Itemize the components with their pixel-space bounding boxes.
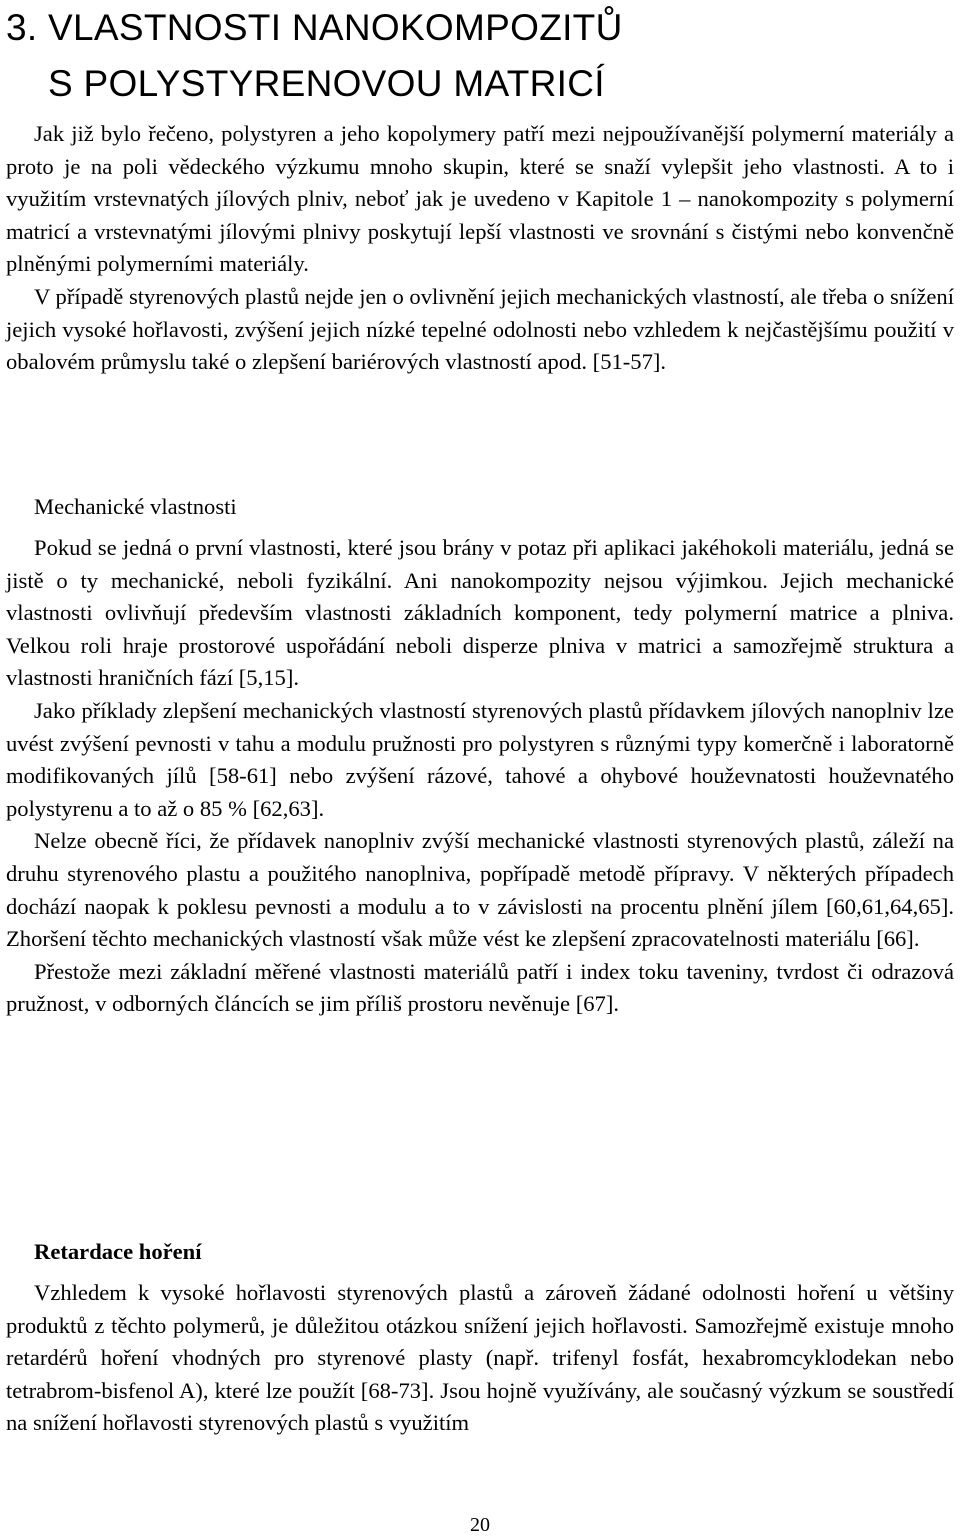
intro-paragraph: V případě styrenových plastů nejde jen o ovlivnění jejich mechanických vlastností, ale třeba o snížení jejich vysoké hořlavosti, zvýšení jejich nízké tepelné odolnosti nebo vzhledem k nejčastějšímu použití v obalovém průmyslu také o zlepšení bariérových vlastností apod. [51-57]. <box>6 283 955 375</box>
mechanical-paragraph: Jako příklady zlepšení mechanických vlastností styrenových plastů přídavkem jílových nanoplniv lze uvést zvýšení pevnosti v tahu a modulu pružnosti pro polystyren s různými typy komerčně i laboratorně modifikovaných jílů [58-61] nebo zvýšení rázové, tahové a ohybové houževnatosti houževnatého polystyrenu a to až o 85 % [62,63]. <box>6 697 954 821</box>
chapter-title-line-1: VLASTNOSTI NANOKOMPOZITŮ <box>48 7 623 48</box>
intro-paragraph: Jak již bylo řečeno, polystyren a jeho kopolymery patří mezi nejpoužívanější polymerní materiály a proto je na poli vědeckého výzkumu mnoho skupin, které se snaží vylepšit jeho vlastnosti. A to i využitím vrstevnatých jílových plniv, neboť jak je uvedeno v Kapitole 1 – nanokompozity s polymerní matricí a vrstevnatými jílovými plnivy poskytují lepší vlastnosti ve srovnání s čistými nebo konvenčně plněnými polymerními materiály. <box>6 121 954 277</box>
mechanical-paragraph: Nelze obecně říci, že přídavek nanoplniv zvýší mechanické vlastnosti styrenových plastů, záleží na druhu styrenového plastu a použitého nanoplniva, popřípadě metodě přípravy. V některých případech dochází naopak k poklesu pevnosti a modulu a to v závislosti na procentu plnění jílem [60,61,64,65]. Zhoršení těchto mechanických vlastností však může vést ke zlepšení zpracovatelnosti materiálu [66]. <box>6 828 954 952</box>
section-heading-flame-retardance: Retardace hoření <box>34 1239 202 1264</box>
section-heading-mechanical: Mechanické vlastnosti <box>34 494 237 519</box>
mechanical-paragraph: Přestože mezi základní měřené vlastnosti materiálů patří i index toku taveniny, tvrdost či odrazová pružnost, v odborných článcích se jim příliš prostoru nevěnuje [67]. <box>6 958 954 1017</box>
chapter-number: 3. <box>6 7 38 48</box>
flame-paragraph: Vzhledem k vysoké hořlavosti styrenových plastů a zároveň žádané odolnosti hoření u většiny produktů z těchto polymerů, je důležitou otázkou snížení jejich hořlavosti. Samozřejmě existuje mnoho retardérů hoření vhodných pro styrenové plasty (např. trifenyl fosfát, hexabromcyklodekan nebo tetrabrom-bisfenol A), které lze použít [68-73]. Jsou hojně využívány, ale současný výzkum se soustředí na snížení hořlavosti styrenových plastů s využitím <box>6 1280 954 1436</box>
page-number: 20 <box>470 1514 490 1536</box>
mechanical-section <box>6 532 954 1021</box>
mechanical-paragraph: Pokud se jedná o první vlastnosti, které jsou brány v potaz při aplikaci jakéhokoli materiálu, jedná se jistě o ty mechanické, neboli fyzikální. Ani nanokompozity nejsou výjimkou. Jejich mechanické vlastnosti ovlivňují především vlastnosti základních komponent, tedy polymerní matrice a plniva. Velkou roli hraje prostorové uspořádání neboli disperze plniva v matrici a samozřejmě struktura a vlastnosti hraničních fází [5,15]. <box>6 535 954 691</box>
intro-section <box>6 118 954 379</box>
chapter-title <box>6 0 946 112</box>
chapter-title-line-2: S POLYSTYRENOVOU MATRICÍ <box>48 63 605 104</box>
flame-section <box>6 1277 954 1440</box>
